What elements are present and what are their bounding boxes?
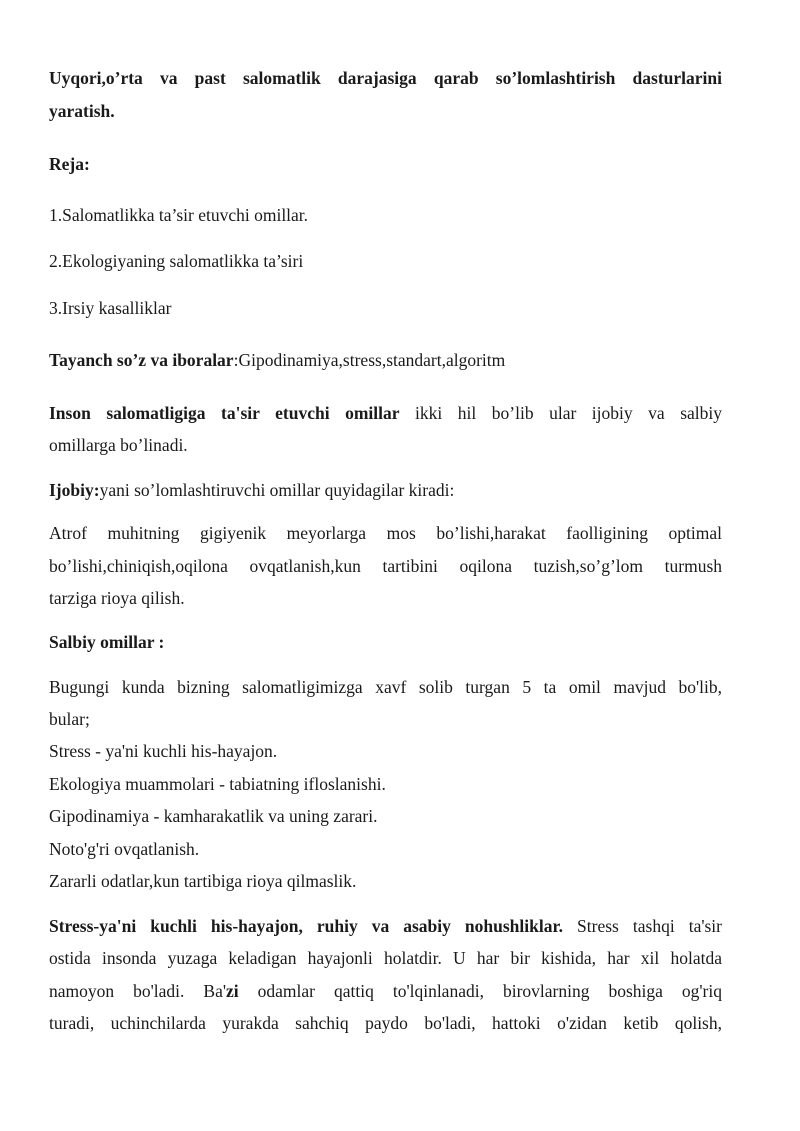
negative-heading: Salbiy omillar :	[49, 632, 165, 652]
positive-line: Ijobiy:yani so’lomlashtiruvchi omillar quyidagilar kiradi:	[49, 480, 455, 500]
positive-paragraph-line-2: bo’lishi,chiniqish,oqilona ovqatlanish,kun tartibini oqilona tuzish,so’g’lom turmush	[49, 556, 722, 576]
positive-paragraph-line-3: tarziga rioya qilish.	[49, 588, 185, 608]
negative-intro-line-2: bular;	[49, 709, 90, 729]
factors-intro-line-2: omillarga bo’linadi.	[49, 435, 188, 455]
stress-paragraph-line-4: turadi, uchinchilarda yurakda sahchiq paydo bo'ladi, hattoki o'zidan ketib qolish,	[49, 1013, 722, 1033]
factors-intro-line-1: Inson salomatligiga ta'sir etuvchi omillar ikki hil bo’lib ular ijobiy va salbiy	[49, 403, 722, 423]
factors-intro-bold: Inson salomatligiga ta'sir etuvchi omillar	[49, 403, 400, 423]
negative-intro-line-1: Bugungi kunda bizning salomatligimizga xavf solib turgan 5 ta omil mavjud bo'lib,	[49, 677, 722, 697]
negative-list-item-5: Zararli odatlar,kun tartibiga rioya qilmaslik.	[49, 871, 357, 891]
stress-bold: Stress-ya'ni kuchli his-hayajon, ruhiy va asabiy nohushliklar.	[49, 916, 564, 936]
positive-label: Ijobiy:	[49, 480, 100, 500]
plan-item-3: 3.Irsiy kasalliklar	[49, 298, 172, 318]
stress-paragraph-line-2: ostida insonda yuzaga keladigan hayajonli holatdir. U har bir kishida, har xil holatda	[49, 948, 722, 968]
plan-item-2: 2.Ekologiyaning salomatlikka ta’siri	[49, 251, 304, 271]
keywords-line	[49, 350, 505, 371]
stress-paragraph-line-3: namoyon bo'ladi. Ba'zi odamlar qattiq to'lqinlanadi, birovlarning boshiga og'riq	[49, 981, 722, 1001]
negative-list-item-1: Stress - ya'ni kuchli his-hayajon.	[49, 741, 278, 761]
document-title-line-1: Uyqori,o’rta va past salomatlik darajasiga qarab so’lomlashtirish dasturlarini	[49, 68, 722, 88]
stress-paragraph-line-1: Stress-ya'ni kuchli his-hayajon, ruhiy va asabiy nohushliklar. Stress tashqi ta'sir	[49, 916, 722, 936]
negative-list-item-3: Gipodinamiya - kamharakatlik va uning zarari.	[49, 806, 378, 826]
document-title-line-2: yaratish.	[49, 101, 115, 121]
negative-list-item-4: Noto'g'ri ovqatlanish.	[49, 839, 200, 859]
keywords-label: Tayanch so’z va iboralar	[49, 350, 234, 370]
keywords-text: :Gipodinamiya,stress,standart,algoritm	[233, 350, 506, 370]
plan-item-1: 1.Salomatlikka ta’sir etuvchi omillar.	[49, 205, 309, 225]
negative-list-item-2: Ekologiya muammolari - tabiatning ifloslanishi.	[49, 774, 386, 794]
positive-paragraph-line-1: Atrof muhitning gigiyenik meyorlarga mos bo’lishi,harakat faolligining optimal	[49, 523, 722, 543]
plan-heading: Reja:	[49, 154, 90, 174]
